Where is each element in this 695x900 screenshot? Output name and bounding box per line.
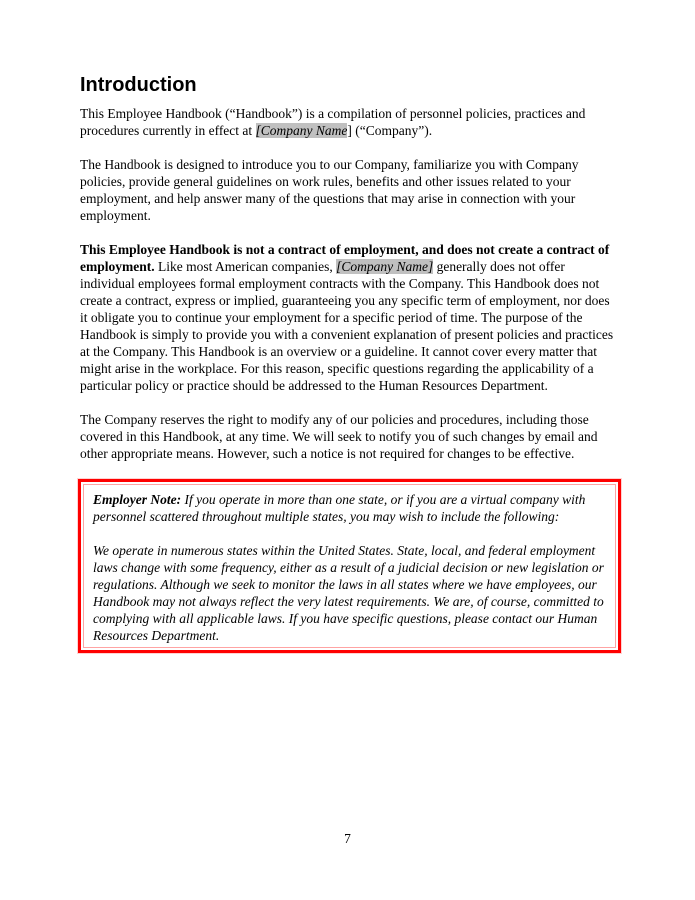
handbook-purpose-paragraph	[80, 156, 619, 224]
text-segment: The Handbook is designed to introduce you to our Company, familiarize you with Company policies, provide general guidelines on work rules, benefits and other issues related to your employment, and help answer many of the questions that may arise in connection with your employment.	[80, 157, 579, 223]
company-name-placeholder: [Company Name]	[336, 259, 434, 274]
employer-note-box	[78, 479, 621, 653]
policy-modification-paragraph	[80, 411, 619, 462]
text-segment: This Employee Handbook (“Handbook”) is a compilation of personnel policies, practices and procedures currently in effect at	[80, 106, 586, 138]
text-segment: ] (“Company”).	[347, 123, 433, 138]
text-segment: Employer Note:	[93, 492, 185, 507]
page-title: Introduction	[80, 74, 197, 96]
employer-note-sample-text-paragraph	[93, 542, 606, 644]
page-number: 7	[344, 831, 351, 846]
text-segment: The Company reserves the right to modify any of our policies and procedures, including those covered in this Handbook, at any time. We will seek to notify you of such changes by email and other appropriate means. However, such a notice is not required for changes to be effective.	[80, 412, 598, 461]
text-segment: Like most American companies,	[154, 259, 337, 274]
text-segment: If you operate in more than one state, or if you are a virtual company with personnel scattered throughout multiple states, you may wish to include the following:	[93, 492, 586, 524]
employer-note-intro-paragraph	[93, 491, 606, 525]
company-name-placeholder: [Company Name	[255, 123, 348, 138]
text-segment: generally does not offer individual employees formal employment contracts with the Company. This Handbook does not create a contract, express or implied, guaranteeing you any specific term of employment, nor does it obligate you to continue your employment for a specific period of time. The purpose of the Handbook is simply to provide you with a convenient explanation of present policies and practices at the Company. This Handbook is an overview or a guideline. It cannot cover every matter that might arise in the workplace. For this reason, specific questions regarding the applicability of a particular policy or practice should be addressed to the Human Resources Department.	[80, 259, 614, 393]
not-a-contract-paragraph	[80, 241, 619, 394]
text-segment: This Employee Handbook is not a contract of employment, and does not create a contract of employment.	[80, 242, 610, 274]
text-segment: We operate in numerous states within the United States. State, local, and federal employment laws change with some frequency, either as a result of a judicial decision or new legislation or regulations. Although we seek to monitor the laws in all states where we have employees, our Handbook may not always reflect the very latest requirements. We are, of course, committed to complying with all applicable laws. If you have specific questions, please contact our Human Resources Department.	[93, 543, 604, 643]
intro-paragraph	[80, 105, 619, 139]
